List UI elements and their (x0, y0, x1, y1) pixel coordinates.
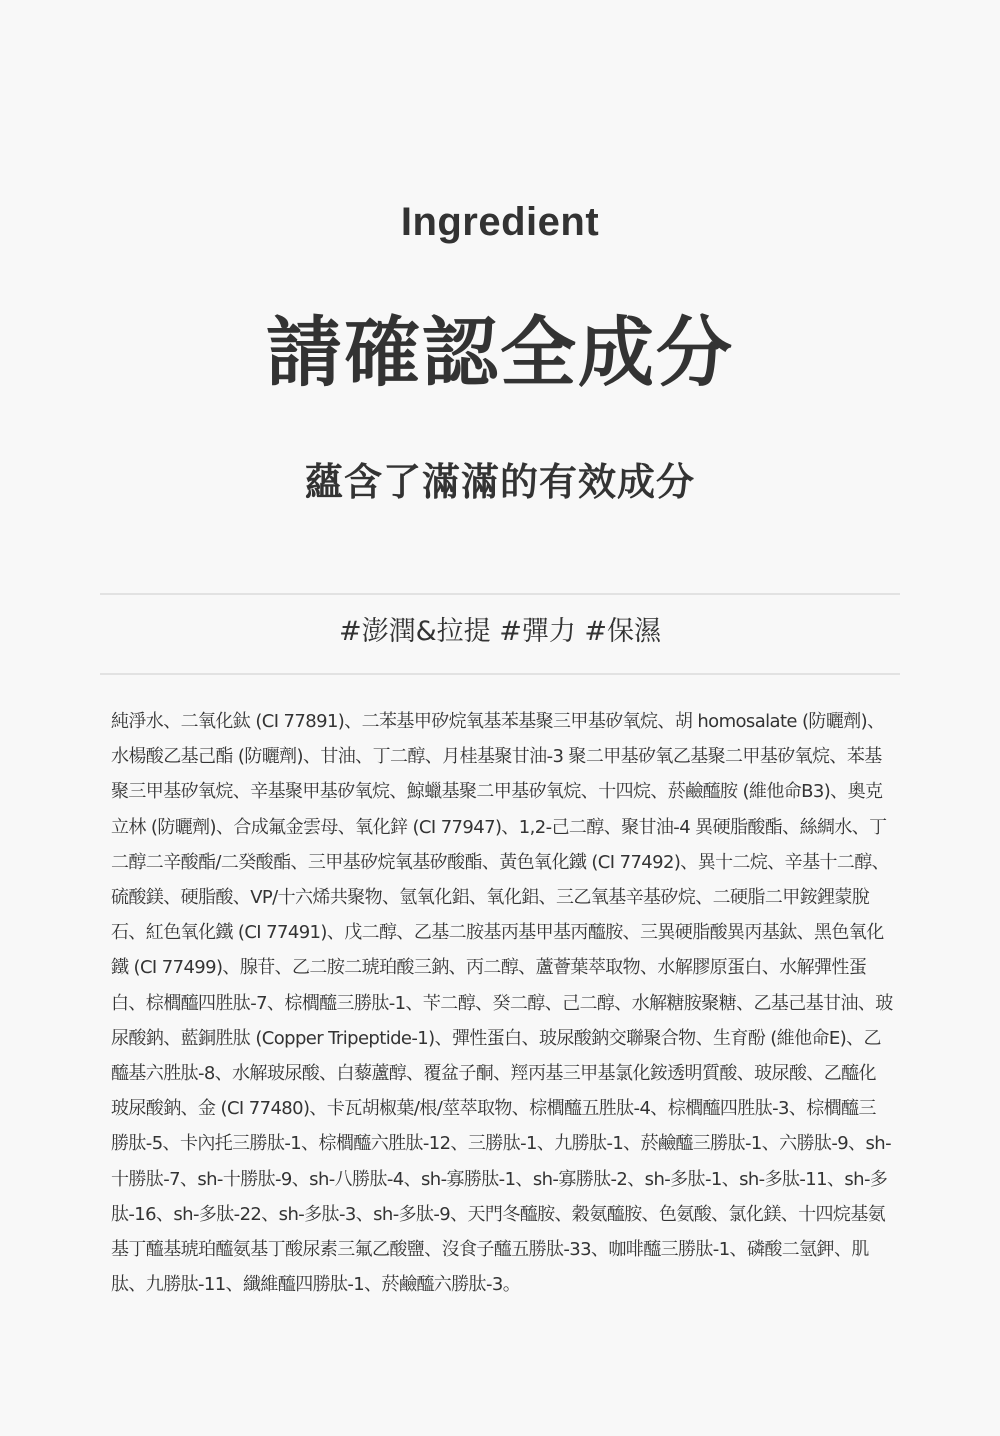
hashtag-line: #澎潤&拉提 #彈力 #保濕 (338, 616, 662, 647)
divider-top (100, 593, 900, 595)
ingredient-list: 純淨水、二氧化鈦 (CI 77891)、二苯基甲矽烷氧基苯基聚三甲基矽氧烷、胡 homosalate (防曬劑)、水楊酸乙基己酯 (防曬劑)、甘油、丁二醇、月桂基聚甘油-3 聚二甲基矽氧乙基聚二甲基矽氧烷、苯基聚三甲基矽氧烷、辛基聚甲基矽氧烷、鯨蠟基聚二甲基矽氧烷、十四烷、菸鹼醯胺 (維他命B3)、奧克立林 (防曬劑)、合成氟金雲母、氧化鋅 (CI 77947)、1,2-己二醇、聚甘油-4 異硬脂酸酯、絲綢水、丁二醇二辛酸酯/二癸酸酯、三甲基矽烷氧基矽酸酯、黃色氧化鐵 (CI 77492)、異十二烷、辛基十二醇、硫酸鎂、硬脂酸、VP/十六烯共聚物、氫氧化鋁、氧化鋁、三乙氧基辛基矽烷、二硬脂二甲銨鋰蒙脫石、紅色氧化鐵 (CI 77491)、戊二醇、乙基二胺基丙基甲基丙醯胺、三異硬脂酸異丙基鈦、黑色氧化鐵 (CI 77499)、腺苷、乙二胺二琥珀酸三鈉、丙二醇、蘆薈葉萃取物、水解膠原蛋白、水解彈性蛋白、棕櫚醯四胜肽-7、棕櫚醯三勝肽-1、苄二醇、癸二醇、己二醇、水解糖胺聚糖、乙基己基甘油、玻尿酸鈉、藍銅胜肽 (Copper Tripeptide-1)、彈性蛋白、玻尿酸鈉交聯聚合物、生育酚 (維他命E)、乙醯基六胜肽-8、水解玻尿酸、白藜蘆醇、覆盆子酮、羥丙基三甲基氯化銨透明質酸、玻尿酸、乙醯化玻尿酸鈉、金 (CI 77480)、卡瓦胡椒葉/根/莖萃取物、棕櫚醯五胜肽-4、棕櫚醯四胜肽-3、棕櫚醯三勝肽-5、卡內托三勝肽-1、棕櫚醯六胜肽-12、三勝肽-1、九勝肽-1、菸鹼醯三勝肽-1、六勝肽-9、sh-十勝肽-7、sh-十勝肽-9、sh-八勝肽-4、sh-寡勝肽-1、sh-寡勝肽-2、sh-多肽-1、sh-多肽-11、sh-多肽-16、sh-多肽-22、sh-多肽-3、sh-多肽-9、天門冬醯胺、穀氨醯胺、色氨酸、氯化鎂、十四烷基氨基丁醯基琥珀醯氨基丁酸尿素三氟乙酸鹽、沒食子醯五勝肽-33、咖啡醯三勝肽-1、磷酸二氫鉀、肌肽、九勝肽-11、纖維醯四勝肽-1、菸鹼醯六勝肽-3。 (111, 711, 893, 1296)
page-subtitle: 蘊含了滿滿的有效成分 (304, 460, 695, 504)
section-eyebrow: Ingredient (400, 200, 600, 244)
page-title: 請確認全成分 (266, 308, 734, 397)
divider-bottom (100, 673, 900, 675)
